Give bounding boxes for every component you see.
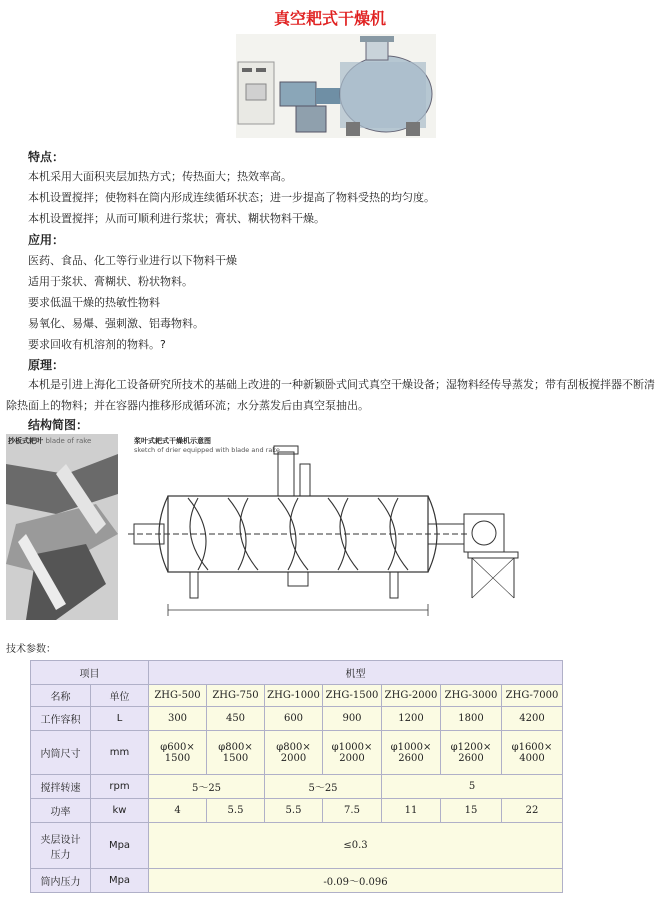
volume-cell: 450 xyxy=(207,707,265,731)
page-title: 真空耙式干燥机 xyxy=(273,9,386,28)
features-item: 本机设置搅拌；从而可顺利进行浆状；膏状、糊状物料干燥。 xyxy=(28,212,325,225)
jacket-unit: Mpa xyxy=(91,823,149,869)
dryer-schematic xyxy=(128,434,528,630)
speed-cell: 5～25 xyxy=(265,775,382,799)
model-cell: ZHG-1500 xyxy=(323,685,382,707)
size-cell: φ1200× 2600 xyxy=(441,731,502,775)
application-item: 医药、食品、化工等行业进行以下物料干燥 xyxy=(28,254,237,267)
power-label: 功率 xyxy=(31,799,91,823)
size-label: 内筒尺寸 xyxy=(31,731,91,775)
model-cell: ZHG-7000 xyxy=(502,685,563,707)
power-cell: 11 xyxy=(382,799,441,823)
application-item: 易氧化、易爆、强刺激、铝毒物料。 xyxy=(28,317,204,330)
features-item: 本机采用大面积夹层加热方式；传热面大；热效率高。 xyxy=(28,170,292,183)
application-heading: 应用： xyxy=(28,233,65,247)
inner-cell: -0.09～0.096 xyxy=(149,869,563,893)
size-unit: mm xyxy=(91,731,149,775)
speed-cell: 5 xyxy=(382,775,563,799)
model-cell: ZHG-750 xyxy=(207,685,265,707)
size-cell: φ1000× 2000 xyxy=(323,731,382,775)
power-cell: 5.5 xyxy=(207,799,265,823)
power-cell: 22 xyxy=(502,799,563,823)
power-unit: kw xyxy=(91,799,149,823)
model-cell: ZHG-500 xyxy=(149,685,207,707)
jacket-label: 夹层设计 压力 xyxy=(31,823,91,869)
model-cell: ZHG-3000 xyxy=(441,685,502,707)
speed-label: 搅拌转速 xyxy=(31,775,91,799)
model-header: 机型 xyxy=(149,661,563,685)
application-item: 适用于浆状、膏糊状、粉状物料。 xyxy=(28,275,193,288)
volume-cell: 1800 xyxy=(441,707,502,731)
inner-unit: Mpa xyxy=(91,869,149,893)
spec-table xyxy=(30,660,563,893)
size-cell: φ600× 1500 xyxy=(149,731,207,775)
name-label: 名称 xyxy=(31,685,91,707)
principle-heading: 原理： xyxy=(28,358,65,372)
power-cell: 5.5 xyxy=(265,799,323,823)
speed-cell: 5～25 xyxy=(149,775,265,799)
application-item: 要求低温干燥的热敏性物料 xyxy=(28,296,160,309)
structure-heading: 结构简图： xyxy=(28,418,89,432)
features-item: 本机设置搅拌；使物料在筒内形成连续循环状态；进一步提高了物料受热的均匀度。 xyxy=(28,191,435,204)
inner-label: 筒内压力 xyxy=(31,869,91,893)
power-cell: 4 xyxy=(149,799,207,823)
power-cell: 15 xyxy=(441,799,502,823)
drawing-label: 浆叶式耙式干燥机示意图 xyxy=(134,437,211,445)
power-cell: 7.5 xyxy=(323,799,382,823)
size-cell: φ1600× 4000 xyxy=(502,731,563,775)
jacket-cell: ≤0.3 xyxy=(149,823,563,869)
volume-cell: 300 xyxy=(149,707,207,731)
principle-text: 本机是引进上海化工设备研究所技术的基础上改进的一种新颖卧式间式真空干燥设备；湿物料经传导蒸发；带有刮板搅拌器不断清除热面上的物料；并在容器内推移形成循环流；水分蒸发后由真空泵抽出。 xyxy=(6,378,655,412)
volume-label: 工作容积 xyxy=(31,707,91,731)
volume-cell: 600 xyxy=(265,707,323,731)
volume-unit: L xyxy=(91,707,149,731)
unit-label: 单位 xyxy=(91,685,149,707)
dryer-photo xyxy=(236,34,436,138)
rake-label: 抄板式耙叶 xyxy=(8,437,43,445)
speed-unit: rpm xyxy=(91,775,149,799)
size-cell: φ1000× 2600 xyxy=(382,731,441,775)
drawing-label-en: sketch of drier equipped with blade and rake xyxy=(134,446,280,454)
rake-photo xyxy=(6,434,118,620)
features-heading: 特点： xyxy=(28,150,65,164)
application-item: 要求回收有机溶剂的物料。? xyxy=(28,338,166,351)
volume-cell: 4200 xyxy=(502,707,563,731)
volume-cell: 1200 xyxy=(382,707,441,731)
size-cell: φ800× 1500 xyxy=(207,731,265,775)
tech-params-label: 技术参数： xyxy=(6,644,56,655)
volume-cell: 900 xyxy=(323,707,382,731)
model-cell: ZHG-2000 xyxy=(382,685,441,707)
item-header: 项目 xyxy=(31,661,149,685)
rake-label-en: blade of rake xyxy=(45,437,92,445)
size-cell: φ800× 2000 xyxy=(265,731,323,775)
model-cell: ZHG-1000 xyxy=(265,685,323,707)
